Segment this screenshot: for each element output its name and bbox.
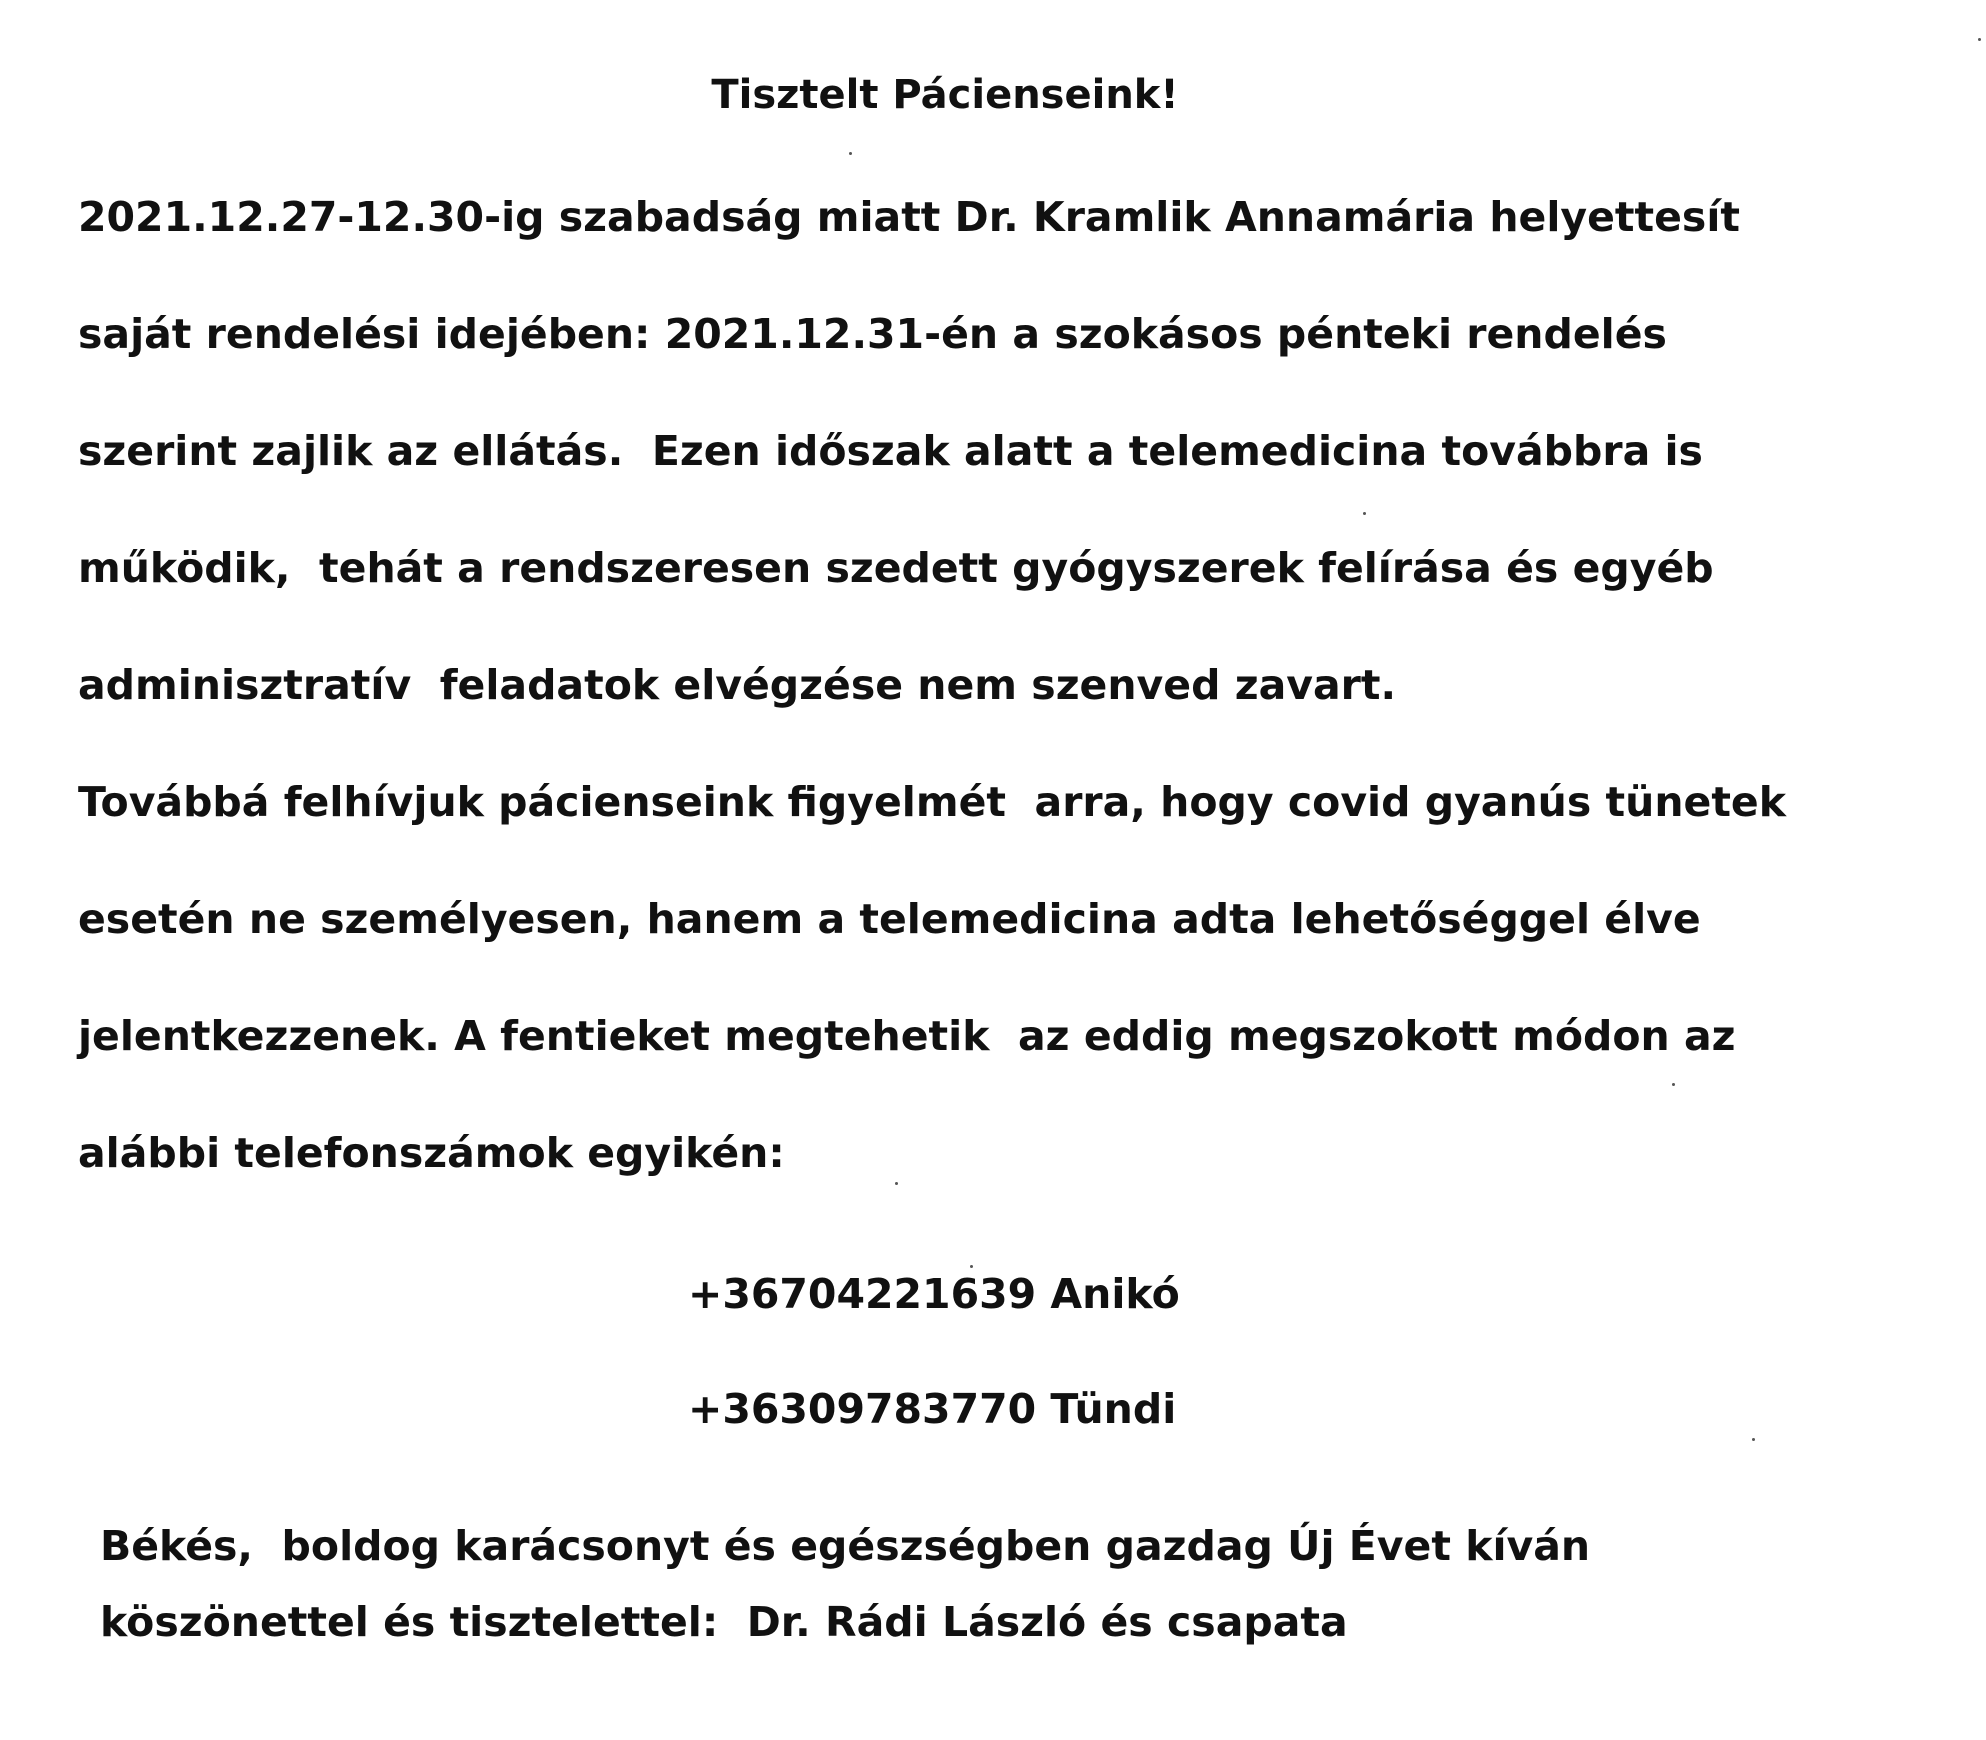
paragraph1-line-1: 2021.12.27-12.30-ig szabadság miatt Dr. Kramlik Annamária helyettesít — [78, 193, 1740, 241]
paragraph2-line-4: alábbi telefonszámok egyikén: — [78, 1129, 785, 1177]
paragraph2-line-3: jelentkezzenek. A fentieket megtehetik az eddig megszokott módon az — [78, 1012, 1736, 1060]
phone-tundi: +36309783770 Tündi — [688, 1385, 1177, 1433]
scan-speck — [849, 152, 852, 155]
notice-title: Tisztelt Pácienseink! — [711, 72, 1179, 118]
paragraph1-line-2: saját rendelési idejében: 2021.12.31-én a szokásos pénteki rendelés — [78, 310, 1667, 358]
paragraph2-line-2: esetén ne személyesen, hanem a telemedicina adta lehetőséggel élve — [78, 895, 1701, 943]
scan-speck — [1752, 1438, 1755, 1441]
scan-speck — [1363, 512, 1366, 515]
scan-speck — [1978, 38, 1981, 41]
closing-line-1: Békés, boldog karácsonyt és egészségben gazdag Új Évet kíván — [100, 1522, 1591, 1570]
paragraph2-line-1: Továbbá felhívjuk pácienseink figyelmét arra, hogy covid gyanús tünetek — [78, 778, 1786, 826]
scan-speck — [1672, 1083, 1675, 1086]
paragraph1-line-5: adminisztratív feladatok elvégzése nem szenved zavart. — [78, 661, 1397, 709]
phone-aniko: +36704221639 Anikó — [688, 1270, 1180, 1318]
closing-line-2: köszönettel és tisztelettel: Dr. Rádi László és csapata — [100, 1598, 1348, 1646]
paragraph1-line-4: működik, tehát a rendszeresen szedett gyógyszerek felírása és egyéb — [78, 544, 1714, 592]
paragraph1-line-3: szerint zajlik az ellátás. Ezen időszak alatt a telemedicina továbbra is — [78, 427, 1703, 475]
scan-speck — [970, 1265, 973, 1268]
scan-speck — [895, 1182, 898, 1185]
